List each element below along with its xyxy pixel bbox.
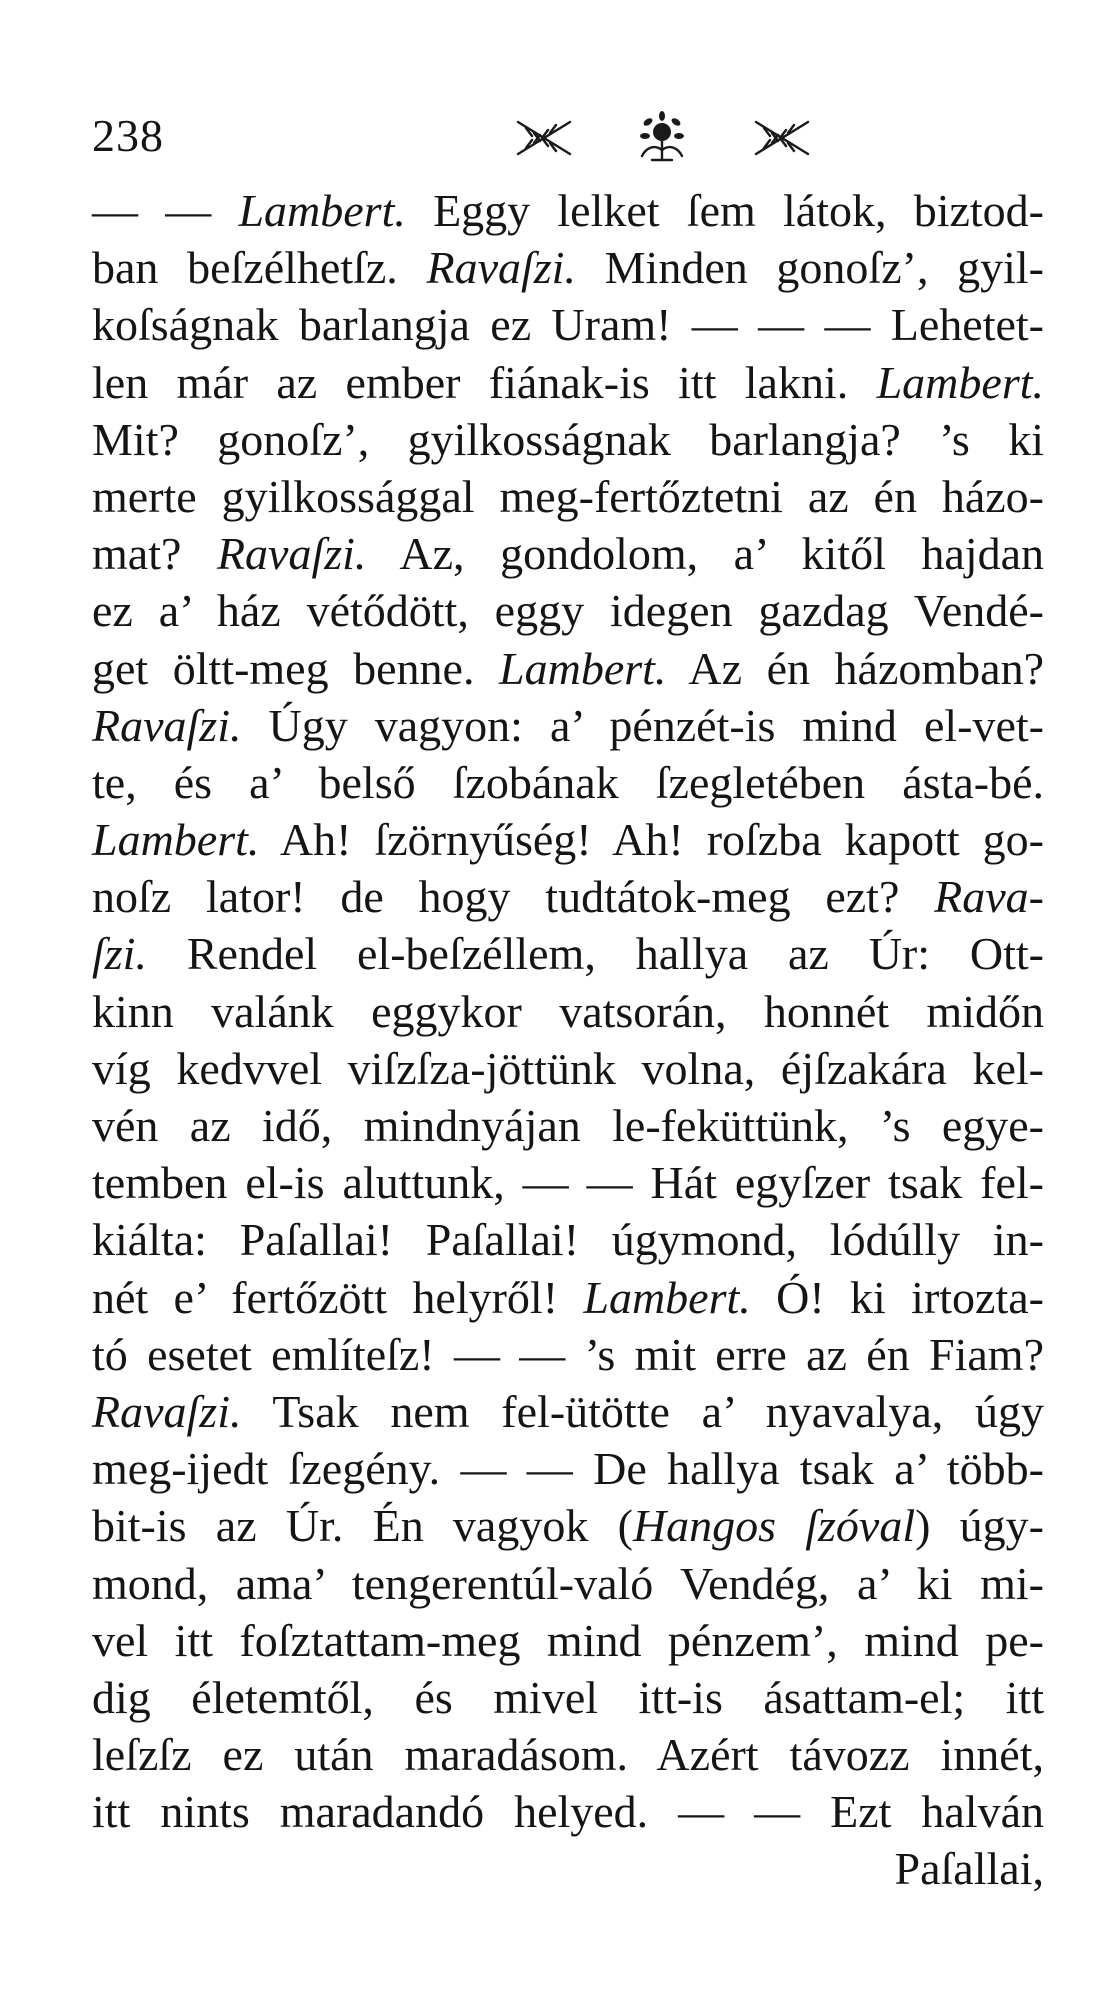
line-text: te, és a’ belső ſzobának ſzegletében ásta-bé. xyxy=(92,756,1044,808)
text-line xyxy=(92,1326,1044,1383)
line-text: meg-ijedt ſzegény. — — De hallya tsak a’ több- xyxy=(92,1443,1044,1495)
speaker-name: Lambert. xyxy=(583,1271,751,1323)
line-text: mat? xyxy=(92,528,217,580)
text-line xyxy=(92,640,1044,697)
text-line xyxy=(92,182,1044,239)
page-number: 238 xyxy=(92,110,164,161)
text-line xyxy=(92,754,1044,811)
speaker-name: Lambert. xyxy=(238,185,406,236)
line-text: Úgy vagyon: a’ pénzét-is mind el-vet- xyxy=(241,699,1044,751)
line-text: ) úgy- xyxy=(915,1500,1044,1552)
text-line xyxy=(92,1555,1044,1612)
text-line xyxy=(92,1497,1044,1554)
line-text: ez a’ ház vétődött, eggy idegen gazdag Vendé- xyxy=(92,585,1044,637)
line-text: mond, ama’ tengerentúl-való Vendég, a’ ki mi- xyxy=(92,1557,1044,1609)
text-line xyxy=(92,1269,1044,1326)
line-text: víg kedvvel viſzſza-jöttünk volna, éjſzakára kel- xyxy=(92,1042,1044,1094)
line-text: vén az idő, mindnyájan le-feküttünk, ’s egye- xyxy=(92,1100,1044,1151)
text-line xyxy=(92,925,1044,982)
line-text: ban beſzélhetſz. xyxy=(92,242,427,294)
line-text: Mit? gonoſz’, gyilkosságnak barlangja? ’s ki xyxy=(92,413,1044,465)
line-text: Rendel el-beſzéllem, hallya az Úr: Ott- xyxy=(146,928,1044,980)
text-line xyxy=(92,239,1044,296)
text-line xyxy=(92,354,1044,411)
speaker-name: Ravaſzi. xyxy=(216,528,367,580)
speaker-name: Ravaſzi. xyxy=(92,1385,242,1437)
line-text: — — xyxy=(92,185,239,236)
line-text: Tsak nem fel-ütötte a’ nyavalya, úgy xyxy=(241,1385,1044,1437)
line-text: noſz lator! de hogy tudtátok-meg ezt? xyxy=(92,871,935,923)
speaker-name: Lambert. xyxy=(876,356,1044,408)
text-line xyxy=(92,983,1044,1040)
body-text xyxy=(92,182,1044,1898)
line-text: leſzſz ez után maradásom. Azért távozz innét, xyxy=(92,1729,1044,1781)
line-text: nét e’ fertőzött helyről! xyxy=(92,1271,584,1323)
text-line xyxy=(92,697,1044,754)
line-text: itt nints maradandó helyed. — — Ezt halván xyxy=(92,1786,1044,1838)
line-text: dig életemtől, és mivel itt-is ásattam-el; itt xyxy=(92,1671,1044,1723)
speaker-name: ſzi. xyxy=(92,928,147,980)
text-line xyxy=(92,1440,1044,1497)
line-text: Ó! ki irtozta- xyxy=(750,1271,1044,1323)
line-text: merte gyilkossággal meg-fertőztetni az én házo- xyxy=(92,470,1044,522)
text-line xyxy=(92,525,1044,582)
line-text: temben el-is aluttunk, — — Hát egyſzer tsak fel- xyxy=(92,1157,1044,1209)
text-line xyxy=(92,582,1044,639)
line-text: len már az ember fiának-is itt lakni. xyxy=(92,356,877,408)
text-line xyxy=(92,868,1044,925)
text-line xyxy=(92,1383,1044,1440)
line-text: Minden gonoſz’, gyil- xyxy=(575,242,1044,294)
catchword: Paſallai, xyxy=(894,1843,1044,1895)
speaker-name: Lambert. xyxy=(499,642,667,694)
text-line xyxy=(92,296,1044,353)
line-text: get öltt-meg benne. xyxy=(92,642,500,694)
line-text: koſságnak barlangja ez Uram! — — — Lehetet- xyxy=(92,299,1044,351)
text-line xyxy=(92,1726,1044,1783)
line-text: bit-is az Úr. Én vagyok ( xyxy=(92,1500,633,1552)
text-line xyxy=(92,1040,1044,1097)
line-text: kiálta: Paſallai! Paſallai! úgymond, lódúlly in- xyxy=(92,1214,1044,1266)
text-line xyxy=(92,1669,1044,1726)
text-line xyxy=(92,1097,1044,1154)
speaker-name: Ravaſzi. xyxy=(426,242,576,294)
line-text: kinn valánk eggykor vatsorán, honnét midőn xyxy=(92,985,1044,1037)
speaker-name: Hangos ſzóval xyxy=(632,1500,916,1552)
line-text: Az, gondolom, a’ kitől hajdan xyxy=(366,528,1045,580)
line-text: Eggy lelket ſem látok, biztod- xyxy=(405,185,1044,236)
line-text: Ah! ſzörnyűség! Ah! roſzba kapott go- xyxy=(259,814,1044,866)
page-header xyxy=(92,108,772,168)
line-text: vel itt foſztattam-meg mind pénzem’, mind pe- xyxy=(92,1614,1044,1666)
text-line xyxy=(92,1783,1044,1840)
line-text: tó esetet említeſz! — — ’s mit erre az én Fiam? xyxy=(92,1328,1044,1380)
text-line xyxy=(92,811,1044,868)
text-line xyxy=(92,1154,1044,1211)
speaker-name: Rava- xyxy=(934,871,1044,923)
speaker-name: Lambert. xyxy=(92,814,260,866)
text-line xyxy=(92,411,1044,468)
ornament-icon xyxy=(512,110,812,164)
text-line xyxy=(92,1211,1044,1268)
text-line xyxy=(92,1612,1044,1669)
text-line xyxy=(92,468,1044,525)
speaker-name: Ravaſzi. xyxy=(92,699,242,751)
line-text: Az én házomban? xyxy=(666,642,1045,694)
